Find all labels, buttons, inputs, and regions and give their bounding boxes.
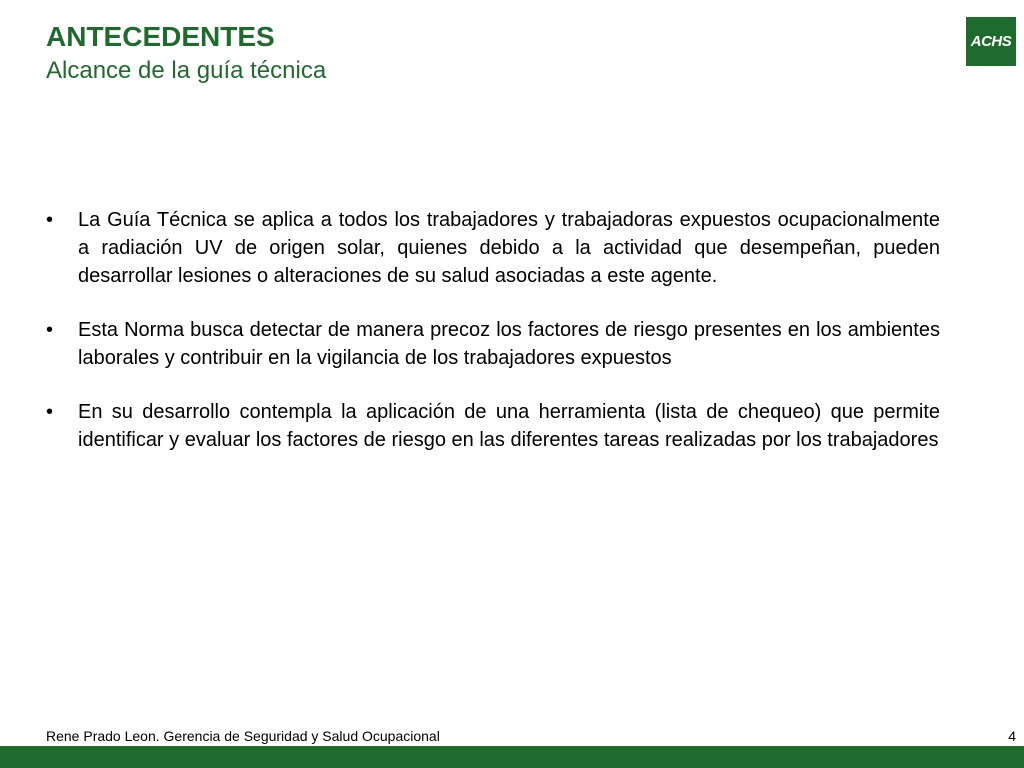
- footer-credit: Rene Prado Leon. Gerencia de Seguridad y Salud Ocupacional: [46, 728, 440, 744]
- bullet-item: [46, 398, 940, 454]
- page-number: 4: [1008, 728, 1016, 744]
- bullet-marker: •: [46, 401, 54, 423]
- footer-bar: [0, 746, 1024, 768]
- bullet-item: [46, 206, 940, 290]
- bullet-text: En su desarrollo contempla la aplicación de una herramienta (lista de chequeo) que permite identificar y evaluar los factores de riesgo en las diferentes tareas realizadas por los trabajadores: [78, 401, 940, 451]
- slide-title: ANTECEDENTES: [46, 21, 275, 52]
- bullet-item: [46, 316, 940, 372]
- slide-subtitle: Alcance de la guía técnica: [46, 57, 327, 84]
- bullet-marker: •: [46, 209, 54, 231]
- bullet-list: [46, 206, 940, 480]
- bullet-text: La Guía Técnica se aplica a todos los trabajadores y trabajadoras expuestos ocupacionalmente a radiación UV de origen solar, quienes debido a la actividad que desempeñan, pueden desarrollar lesiones o alteraciones de su salud asociadas a este agente.: [78, 209, 940, 287]
- bullet-text: Esta Norma busca detectar de manera precoz los factores de riesgo presentes en los ambientes laborales y contribuir en la vigilancia de los trabajadores expuestos: [78, 319, 940, 369]
- achs-logo: [966, 17, 1016, 66]
- bullet-marker: •: [46, 319, 54, 341]
- logo-text: ACHS: [970, 33, 1012, 50]
